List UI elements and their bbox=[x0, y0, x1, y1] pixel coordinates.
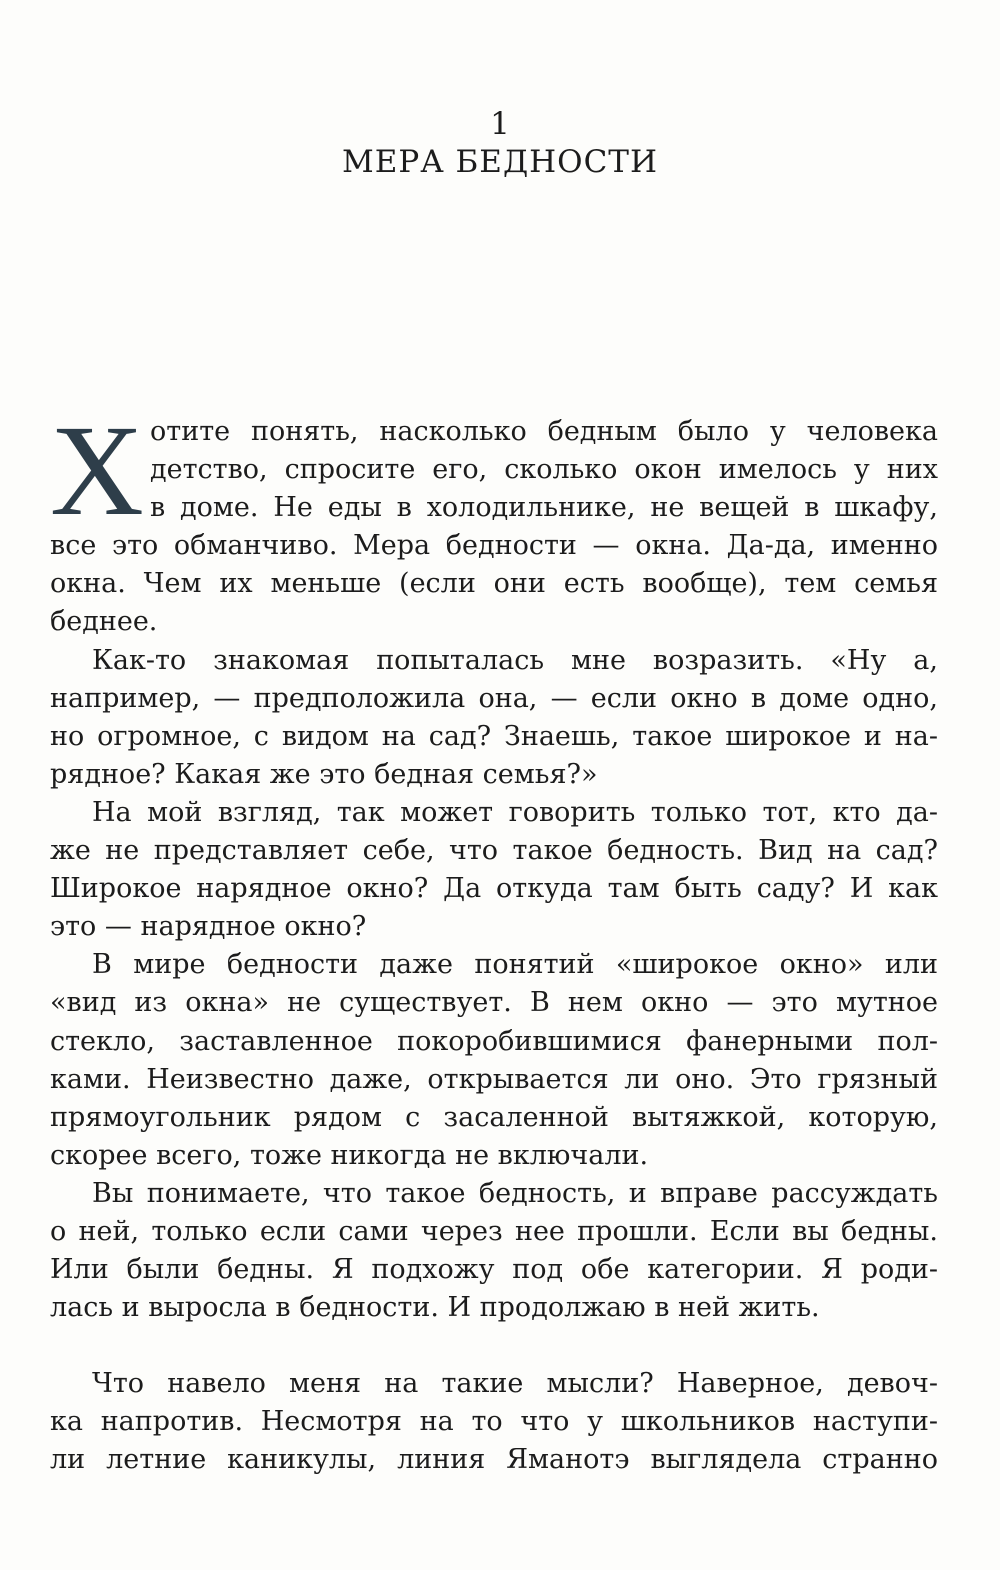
chapter-title: МЕРА БЕДНОСТИ bbox=[341, 144, 659, 180]
text-line: окна. Чем их меньше (если они есть вообще), тем семья bbox=[50, 568, 938, 600]
paragraph bbox=[50, 399, 938, 642]
text-line: Что навело меня на такие мысли? Наверное, девоч- bbox=[92, 1368, 938, 1400]
text-line: ка напротив. Несмотря на то что у школьников наступи- bbox=[50, 1406, 938, 1438]
text-line: «вид из окна» не существует. В нем окно — это мутное bbox=[50, 987, 938, 1019]
paragraph bbox=[50, 946, 938, 1175]
text-line: же не представляет себе, что такое бедность. Вид на сад? bbox=[50, 835, 938, 867]
text-line: это — нарядное окно? bbox=[50, 911, 367, 943]
drop-cap: Х bbox=[50, 399, 144, 543]
text-line: скорее всего, тоже никогда не включали. bbox=[50, 1139, 649, 1171]
text-line: о ней, только если сами через нее прошли. Если вы бедны. bbox=[50, 1215, 938, 1247]
text-line: рядное? Какая же это бедная семья?» bbox=[50, 758, 598, 790]
body-text bbox=[50, 399, 938, 1480]
text-line: лась и выросла в бедности. И продолжаю в ней жить. bbox=[50, 1292, 820, 1324]
text-line: Широкое нарядное окно? Да откуда там быть саду? И как bbox=[50, 873, 938, 905]
section-break bbox=[50, 1327, 938, 1365]
paragraph bbox=[50, 642, 938, 794]
text-line: но огромное, с видом на сад? Знаешь, такое широкое и на- bbox=[50, 720, 938, 752]
text-line: ли летние каникулы, линия Яманотэ выглядела странно bbox=[50, 1444, 938, 1476]
text-line: в доме. Не еды в холодильнике, не вещей в шкафу, bbox=[150, 492, 938, 524]
text-line: беднее. bbox=[50, 606, 158, 638]
paragraph bbox=[50, 1175, 938, 1327]
text-line: прямоугольник рядом с засаленной вытяжкой, которую, bbox=[50, 1101, 938, 1133]
text-line: отите понять, насколько бедным было у человека bbox=[150, 416, 938, 447]
text-line: На мой взгляд, так может говорить только тот, кто да- bbox=[92, 796, 938, 828]
paragraph bbox=[50, 794, 938, 946]
text-line: детство, спросите его, сколько окон имелось у них bbox=[150, 454, 938, 486]
text-line: все это обманчиво. Мера бедности — окна. Да-да, именно bbox=[50, 530, 938, 562]
text-line: Как-то знакомая попыталась мне возразить. «Ну а, bbox=[92, 644, 938, 676]
text-line: Или были бедны. Я подхожу под обе категории. Я роди- bbox=[50, 1254, 938, 1286]
text-line: Вы понимаете, что такое бедность, и вправе рассуждать bbox=[92, 1177, 938, 1209]
text-line: В мире бедности даже понятий «широкое окно» или bbox=[92, 949, 938, 981]
text-line: ками. Неизвестно даже, открывается ли оно. Это грязный bbox=[50, 1063, 938, 1095]
text-line: например, — предположила она, — если окно в доме одно, bbox=[50, 682, 938, 714]
chapter-number: 1 bbox=[490, 106, 510, 142]
text-line: стекло, заставленное покоробившимися фанерными пол- bbox=[50, 1025, 938, 1057]
paragraph bbox=[50, 1365, 938, 1479]
